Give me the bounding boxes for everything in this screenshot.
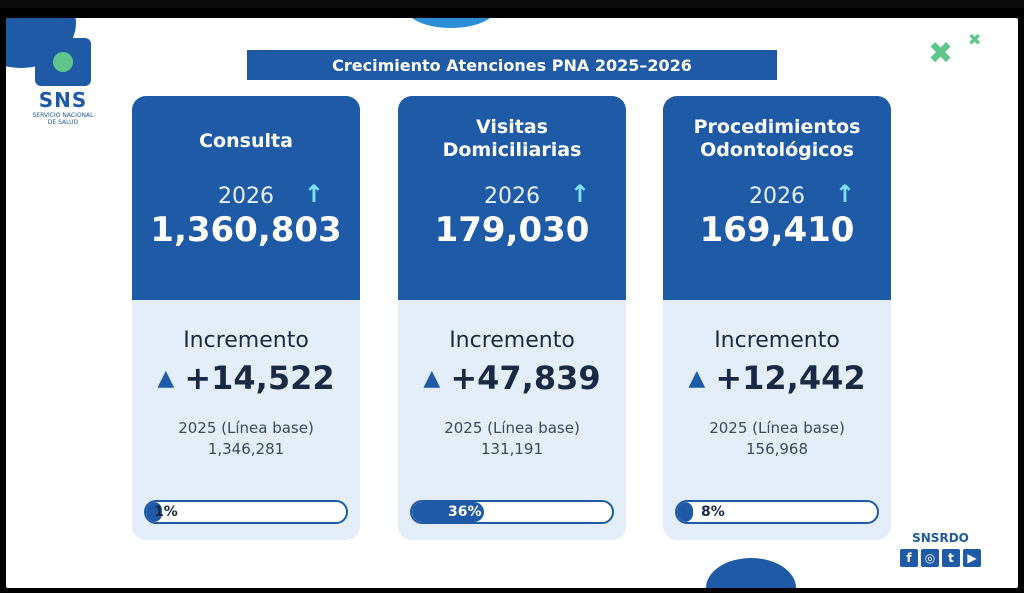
progress-bar xyxy=(410,500,614,524)
card-header xyxy=(398,96,626,300)
progress-fill xyxy=(677,502,693,522)
card-value: 1,360,803 xyxy=(150,210,342,250)
page-title: Crecimiento Atenciones PNA 2025–2026 xyxy=(247,50,777,80)
increment-number: +12,442 xyxy=(715,359,866,397)
card-year: 2026 xyxy=(749,184,805,209)
card-value: 179,030 xyxy=(434,210,590,250)
arrow-up-icon: ↑ xyxy=(834,180,855,208)
increment-number: +47,839 xyxy=(450,359,601,397)
increment-label: Incremento xyxy=(449,328,575,353)
baseline-value: 131,191 xyxy=(480,440,544,458)
social-handle: SNSRDO xyxy=(912,531,969,545)
baseline-label: 2025 (Línea base) xyxy=(709,419,845,437)
youtube-icon[interactable]: ▶ xyxy=(963,549,981,567)
triangle-up-icon: ▲ xyxy=(157,366,175,391)
arrow-up-icon: ↑ xyxy=(569,180,590,208)
card-title: Consulta xyxy=(199,130,293,152)
logo-name: SNS xyxy=(38,88,88,112)
slide xyxy=(6,18,1018,588)
baseline-value: 156,968 xyxy=(745,440,809,458)
increment-label: Incremento xyxy=(714,328,840,353)
decor-x-small-icon: ✖ xyxy=(968,30,982,49)
progress-label: 8% xyxy=(701,504,725,520)
social-icons xyxy=(900,549,981,567)
decor-x-icon: ✖ xyxy=(928,36,954,71)
logo-subtitle: SERVICIO NACIONAL DE SALUD xyxy=(32,112,94,126)
triangle-up-icon: ▲ xyxy=(423,366,441,391)
increment-value xyxy=(663,359,891,397)
instagram-icon[interactable]: ◎ xyxy=(921,549,939,567)
baseline-label: 2025 (Línea base) xyxy=(444,419,580,437)
card-header xyxy=(132,96,360,300)
card-header xyxy=(663,96,891,300)
decor-blob-top xyxy=(406,18,496,28)
stat-card-visitas-domiciliarias xyxy=(398,96,626,540)
triangle-up-icon: ▲ xyxy=(688,366,706,391)
baseline-label: 2025 (Línea base) xyxy=(178,419,314,437)
baseline-value: 1,346,281 xyxy=(207,440,285,458)
increment-label: Incremento xyxy=(183,328,309,353)
social-links xyxy=(900,531,981,567)
card-value: 169,410 xyxy=(699,210,855,250)
increment-number: +14,522 xyxy=(184,359,335,397)
logo-mark-icon xyxy=(35,38,91,86)
decor-blob-bottom xyxy=(706,558,796,588)
arrow-up-icon: ↑ xyxy=(303,180,324,208)
progress-bar xyxy=(144,500,348,524)
progress-bar xyxy=(675,500,879,524)
card-title: Visitas Domiciliarias xyxy=(442,116,582,161)
stat-card-procedimientos-odontologicos xyxy=(663,96,891,540)
facebook-icon[interactable]: f xyxy=(900,549,918,567)
increment-value xyxy=(398,359,626,397)
progress-label: 36% xyxy=(448,504,482,520)
stat-card-consulta xyxy=(132,96,360,540)
card-title: Procedimientos Odontológicos xyxy=(693,116,861,161)
twitter-icon[interactable]: t xyxy=(942,549,960,567)
card-year: 2026 xyxy=(218,184,274,209)
sns-logo xyxy=(28,38,98,158)
card-year: 2026 xyxy=(484,184,540,209)
increment-value xyxy=(132,359,360,397)
progress-label: 1% xyxy=(154,504,178,520)
